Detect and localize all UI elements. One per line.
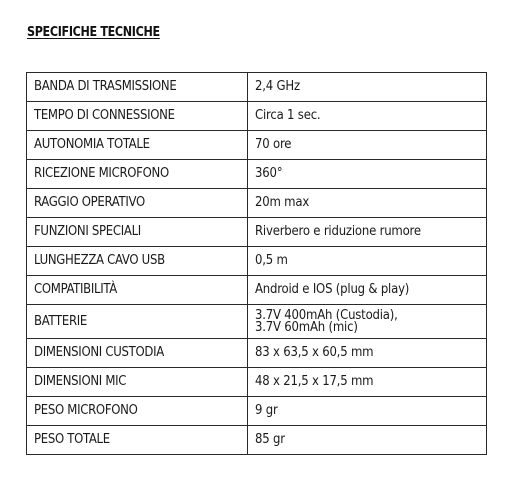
- table-row: [27, 160, 487, 189]
- spec-value: 360°: [248, 160, 487, 189]
- spec-label: PESO MICROFONO: [27, 397, 248, 426]
- spec-label: PESO TOTALE: [27, 426, 248, 455]
- table-row: [27, 73, 487, 102]
- section-title: SPECIFICHE TECNICHE: [27, 25, 160, 40]
- spec-value: 85 gr: [248, 426, 487, 455]
- spec-label: COMPATIBILITÀ: [27, 276, 248, 305]
- spec-value: Circa 1 sec.: [248, 102, 487, 131]
- spec-label: FUNZIONI SPECIALI: [27, 218, 248, 247]
- spec-value: 20m max: [248, 189, 487, 218]
- spec-label: DIMENSIONI CUSTODIA: [27, 339, 248, 368]
- spec-value: 2,4 GHz: [248, 73, 487, 102]
- table-row: [27, 305, 487, 339]
- table-row: [27, 339, 487, 368]
- table-row: [27, 426, 487, 455]
- specs-table: [26, 72, 487, 455]
- spec-value-line: 3.7V 400mAh (Custodia),: [255, 307, 398, 323]
- spec-value: Android e IOS (plug & play): [248, 276, 487, 305]
- spec-value: [248, 305, 487, 339]
- table-row: [27, 189, 487, 218]
- spec-label: RICEZIONE MICROFONO: [27, 160, 248, 189]
- table-row: [27, 368, 487, 397]
- spec-value: 83 x 63,5 x 60,5 mm: [248, 339, 487, 368]
- spec-label: RAGGIO OPERATIVO: [27, 189, 248, 218]
- spec-label: BANDA DI TRASMISSIONE: [27, 73, 248, 102]
- table-row: [27, 131, 487, 160]
- spec-label: TEMPO DI CONNESSIONE: [27, 102, 248, 131]
- spec-value: 70 ore: [248, 131, 487, 160]
- spec-value: 0,5 m: [248, 247, 487, 276]
- table-row: [27, 397, 487, 426]
- spec-label: BATTERIE: [27, 305, 248, 339]
- table-row: [27, 218, 487, 247]
- spec-value: 48 x 21,5 x 17,5 mm: [248, 368, 487, 397]
- spec-label: AUTONOMIA TOTALE: [27, 131, 248, 160]
- table-row: [27, 102, 487, 131]
- spec-value-line: 3.7V 60mAh (mic): [255, 319, 358, 335]
- table-row: [27, 247, 487, 276]
- spec-label: DIMENSIONI MIC: [27, 368, 248, 397]
- table-row: [27, 276, 487, 305]
- spec-value: Riverbero e riduzione rumore: [248, 218, 487, 247]
- spec-value: 9 gr: [248, 397, 487, 426]
- spec-label: LUNGHEZZA CAVO USB: [27, 247, 248, 276]
